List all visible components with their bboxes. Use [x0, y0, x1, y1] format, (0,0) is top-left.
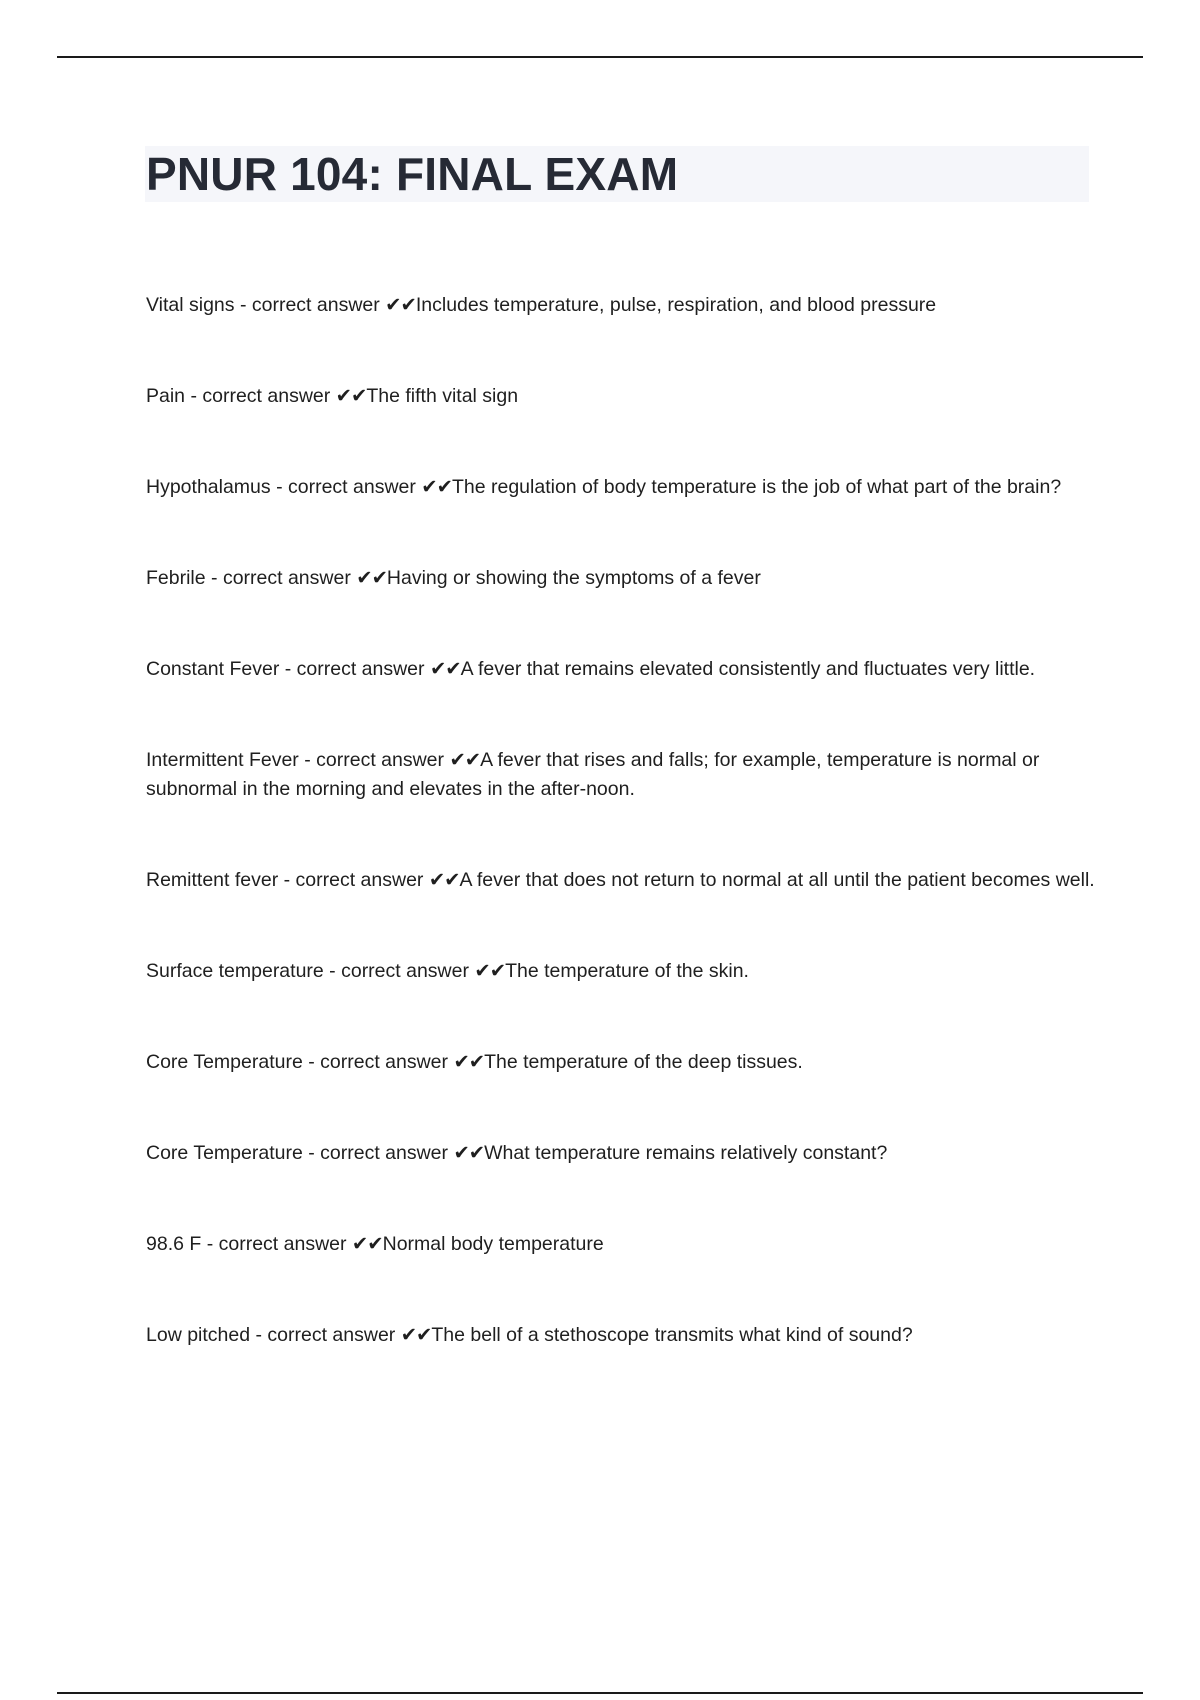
- entry-separator: - correct answer: [302, 1051, 454, 1073]
- entry-answer: What temperature remains relatively constant?: [484, 1142, 888, 1164]
- entry-answer: The bell of a stethoscope transmits what kind of sound?: [431, 1324, 913, 1346]
- entry-term: Intermittent Fever: [146, 749, 299, 771]
- check-marks: ✔✔: [428, 869, 460, 891]
- entry-separator: - correct answer: [302, 1142, 454, 1164]
- entry-answer: The regulation of body temperature is the job of what part of the brain?: [451, 476, 1062, 498]
- entry-separator: - correct answer: [278, 869, 429, 891]
- list-item: [146, 291, 1096, 320]
- check-marks: ✔✔: [474, 960, 506, 982]
- entry-separator: - correct answer: [323, 960, 475, 982]
- entry-term: Surface temperature: [146, 960, 324, 982]
- check-marks: ✔✔: [453, 1142, 485, 1164]
- check-marks: ✔✔: [449, 749, 481, 771]
- entry-answer: A fever that rises and falls; for example, temperature is normal or subnormal in the morning and elevates in the after-noon.: [146, 749, 1040, 800]
- list-item: [146, 1230, 1096, 1259]
- check-marks: ✔✔: [335, 385, 367, 407]
- entry-separator: - correct answer: [270, 476, 422, 498]
- entry-separator: - correct answer: [279, 658, 430, 680]
- list-item: [146, 1048, 1096, 1077]
- entry-separator: - correct answer: [185, 385, 336, 407]
- flashcard-list: [146, 291, 1096, 1412]
- check-marks: ✔✔: [351, 1233, 383, 1255]
- entry-separator: - correct answer: [234, 294, 386, 316]
- check-marks: ✔✔: [421, 476, 452, 498]
- check-marks: ✔✔: [453, 1051, 485, 1073]
- entry-answer: A fever that does not return to normal at all until the patient becomes well.: [459, 869, 1095, 891]
- entry-term: Febrile: [146, 567, 206, 589]
- entry-answer: The temperature of the deep tissues.: [484, 1051, 803, 1073]
- page-title: PNUR 104: FINAL EXAM: [146, 148, 679, 200]
- list-item: [146, 1321, 1096, 1350]
- entry-term: Core Temperature: [146, 1142, 303, 1164]
- entry-answer: The fifth vital sign: [366, 385, 519, 407]
- entry-term: Core Temperature: [146, 1051, 303, 1073]
- list-item: [146, 655, 1096, 684]
- list-item: [146, 564, 1096, 593]
- check-marks: ✔✔: [385, 294, 416, 316]
- entry-term: 98.6 F: [146, 1233, 202, 1255]
- top-divider: [57, 56, 1143, 58]
- entry-separator: - correct answer: [250, 1324, 401, 1346]
- list-item: [146, 866, 1096, 895]
- list-item: [146, 746, 1096, 804]
- bottom-divider: [57, 1692, 1143, 1694]
- entry-term: Low pitched: [146, 1324, 251, 1346]
- list-item: [146, 382, 1096, 411]
- check-marks: ✔✔: [400, 1324, 432, 1346]
- entry-separator: - correct answer: [298, 749, 450, 771]
- entry-term: Pain: [146, 385, 186, 407]
- entry-answer: The temperature of the skin.: [505, 960, 749, 982]
- entry-term: Vital signs: [146, 294, 235, 316]
- check-marks: ✔✔: [429, 658, 461, 680]
- entry-answer: Includes temperature, pulse, respiration, and blood pressure: [415, 294, 937, 316]
- entry-answer: Normal body temperature: [382, 1233, 604, 1255]
- entry-answer: A fever that remains elevated consistently and fluctuates very little.: [460, 658, 1036, 680]
- entry-term: Remittent fever: [146, 869, 279, 891]
- list-item: [146, 473, 1096, 502]
- entry-term: Constant Fever: [146, 658, 280, 680]
- list-item: [146, 957, 1096, 986]
- entry-separator: - correct answer: [205, 567, 357, 589]
- entry-term: Hypothalamus: [146, 476, 271, 498]
- check-marks: ✔✔: [356, 567, 387, 589]
- list-item: [146, 1139, 1096, 1168]
- entry-answer: Having or showing the symptoms of a fever: [386, 567, 761, 589]
- entry-separator: - correct answer: [201, 1233, 352, 1255]
